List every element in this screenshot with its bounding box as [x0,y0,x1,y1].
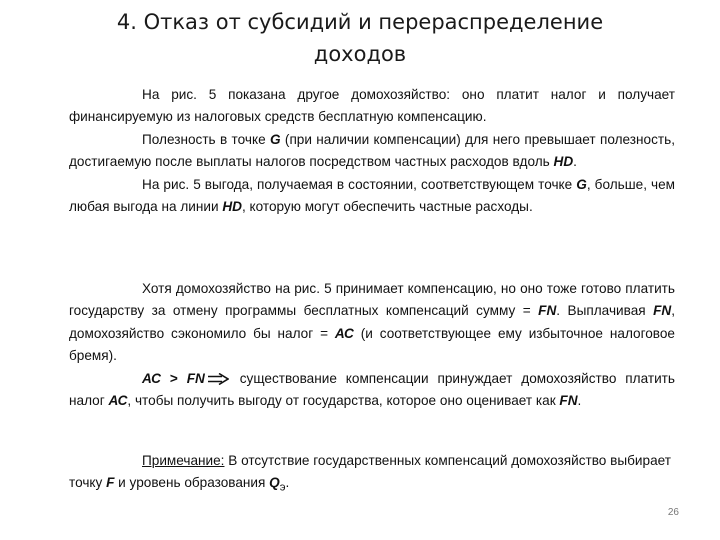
title-line-1: 4. Отказ от субсидий и перераспределение [116,10,604,34]
note-label: Примечание: [142,453,225,468]
double-arrow-right-icon [207,373,229,385]
paragraph-2: Полезность в точке G (при наличии компенсации) для него превышает полезность, достигаемую после выплаты налогов посредством частных расходов вдоль HD. [69,131,675,170]
page-number: 26 [667,507,679,518]
paragraph-1: На рис. 5 показана другое домохозяйство: оно платит налог и получает финансируемую из налоговых средств бесплатную компенсацию. [69,87,675,125]
paragraph-group-2 [69,278,675,412]
paragraph-group-1 [69,84,675,218]
paragraph-3: На рис. 5 выгода, получаемая в состоянии, соответствующем точке G, больше, чем любая выгода на линии HD, которую могут обеспечить частные расходы. [69,176,676,215]
paragraph-5: АС > FN существование компенсации принуждает домохозяйство платить налог АС, чтобы получить выгоду от государства, которое оно оценивает как FN. [69,370,675,409]
slide-title [60,6,660,70]
title-line-2: доходов [313,42,407,66]
note-block [69,450,675,500]
paragraph-4: Хотя домохозяйство на рис. 5 принимает компенсацию, но оно тоже готово платить государству за отмену программы бесплатных компенсаций сумму = FN. Выплачивая FN, домохозяйство сэкономило бы налог = АС (и соответствующее ему избыточное налоговое бремя). [69,281,676,364]
note-paragraph: Примечание: В отсутствие государственных компенсаций домохозяйство выбирает точку F и уровень образования $Q_э$. [69,453,671,495]
